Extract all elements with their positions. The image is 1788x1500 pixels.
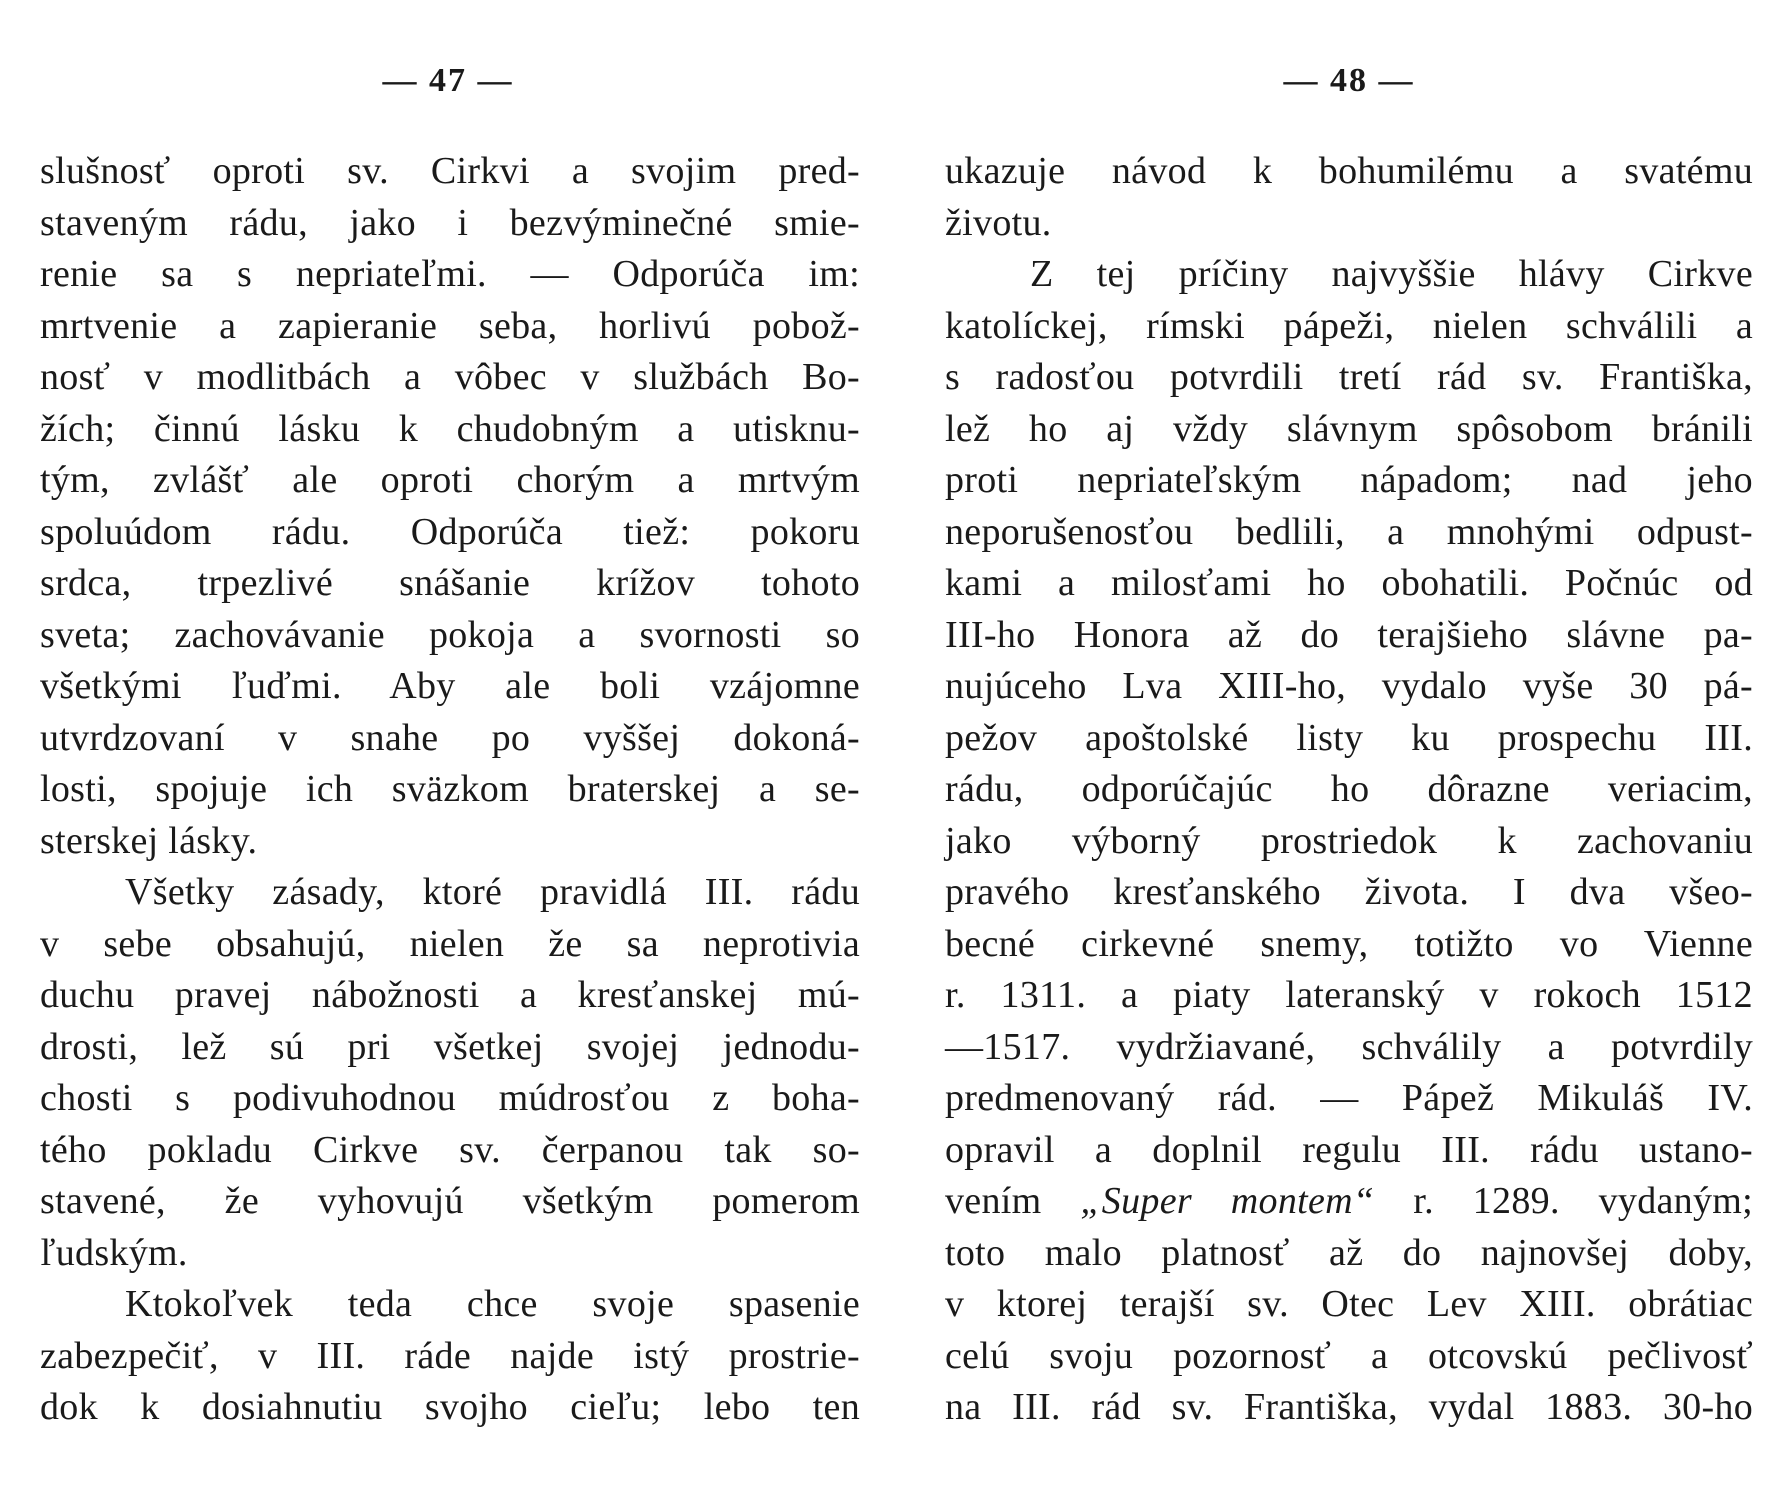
text-line: toto malo platnosť až do najnovšej doby, [945,1231,1753,1274]
text-fragment: vením [945,1180,1081,1222]
right-page [945,0,1753,1500]
text-line: žích; činnú lásku k chudobným a utisknu- [40,407,860,450]
text-line: nujúceho Lva XIII-ho, vydalo vyše 30 pá- [945,665,1753,707]
text-line: spoluúdom rádu. Odporúča tiež: pokoru [40,510,860,553]
text-line: zabezpečiť, v III. ráde najde istý prostrie- [40,1334,860,1377]
text-line: losti, spojuje ich sväzkom braterskej a se- [40,768,860,810]
text-line: v sebe obsahujú, nielen že sa neprotivia [40,922,860,965]
text-line: srdca, trpezlivé snášanie krížov tohoto [40,562,860,604]
text-line: tého pokladu Cirkve sv. čerpanou tak so- [40,1128,860,1171]
text-line: III-ho Honora až do terajšieho slávne pa- [945,613,1753,656]
text-line: sveta; zachovávanie pokoja a svornosti so [40,613,860,656]
text-line: predmenovaný rád. — Pápež Mikuláš IV. [945,1077,1753,1119]
text-line: v ktorej terajší sv. Otec Lev XIII. obrátiac [945,1283,1753,1325]
text-line: pravého kresťanského života. I dva všeo- [945,871,1753,913]
text-line: stavené, že vyhovujú všetkým pomerom [40,1180,860,1222]
text-line: renie sa s nepriateľmi. — Odporúča im: [40,253,860,295]
text-line: drosti, lež sú pri všetkej svojej jednodu- [40,1025,860,1068]
text-line: chosti s podivuhodnou múdrosťou z boha- [40,1077,860,1119]
italic-title: „Super montem“ [1080,1180,1375,1222]
text-line: r. 1311. a piaty lateranský v rokoch 1512 [945,974,1753,1016]
text-line: neporušenosťou bedlili, a mnohými odpust- [945,510,1753,553]
text-line: jako výborný prostriedok k zachovaniu [945,819,1753,862]
text-fragment: r. 1289. vydaným; [1374,1180,1753,1222]
text-line: proti nepriateľským nápadom; nad jeho [945,459,1753,501]
text-line: slušnosť oproti sv. Cirkvi a svojim pred- [40,150,860,192]
text-line: ľudským. [40,1231,188,1274]
text-line: na III. rád sv. Františka, vydal 1883. 30-ho [945,1386,1753,1428]
text-line: —1517. vydržiavané, schválily a potvrdily [945,1025,1753,1068]
text-line: Ktokoľvek teda chce svoje spasenie [125,1283,860,1325]
text-line: dok k dosiahnutiu svojho cieľu; lebo ten [40,1386,860,1428]
text-line: ukazuje návod k bohumilému a svatému [945,150,1753,192]
text-line: mrtvenie a zapieranie seba, horlivú pobož- [40,304,860,347]
text-line: nosť v modlitbách a vôbec v službách Bo- [40,356,860,398]
text-line [945,1176,1753,1228]
text-line: životu. [945,201,1052,244]
text-line: Všetky zásady, ktoré pravidlá III. rádu [125,871,860,913]
page-number: — 48 — [1283,62,1415,99]
text-line: všetkými ľuďmi. Aby ale boli vzájomne [40,665,860,707]
text-line: opravil a doplnil regulu III. rádu ustano- [945,1128,1753,1171]
left-page [40,0,860,1500]
page-number: — 47 — [382,62,514,99]
text-line: Z tej príčiny najvyššie hlávy Cirkve [1030,253,1753,295]
page-text [40,146,860,1434]
text-line: staveným rádu, jako i bezvýminečné smie- [40,201,860,244]
text-line: rádu, odporúčajúc ho dôrazne veriacim, [945,768,1753,810]
text-line: s radosťou potvrdili tretí rád sv. Františka, [945,356,1753,398]
text-line: katolíckej, rímski pápeži, nielen schválili a [945,304,1753,347]
page-text [945,146,1753,1434]
text-line: kami a milosťami ho obohatili. Počnúc od [945,562,1753,604]
text-line: becné cirkevné snemy, totižto vo Vienne [945,922,1753,965]
text-line: utvrdzovaní v snahe po vyššej dokoná- [40,716,860,759]
text-line: pežov apoštolské listy ku prospechu III. [945,716,1753,759]
text-line: duchu pravej nábožnosti a kresťanskej mú- [40,974,860,1016]
text-line: sterskej lásky. [40,819,258,862]
text-line: celú svoju pozornosť a otcovskú pečlivosť [945,1334,1753,1377]
text-line: lež ho aj vždy slávnym spôsobom bránili [945,407,1753,450]
text-line: tým, zvlášť ale oproti chorým a mrtvým [40,459,860,501]
